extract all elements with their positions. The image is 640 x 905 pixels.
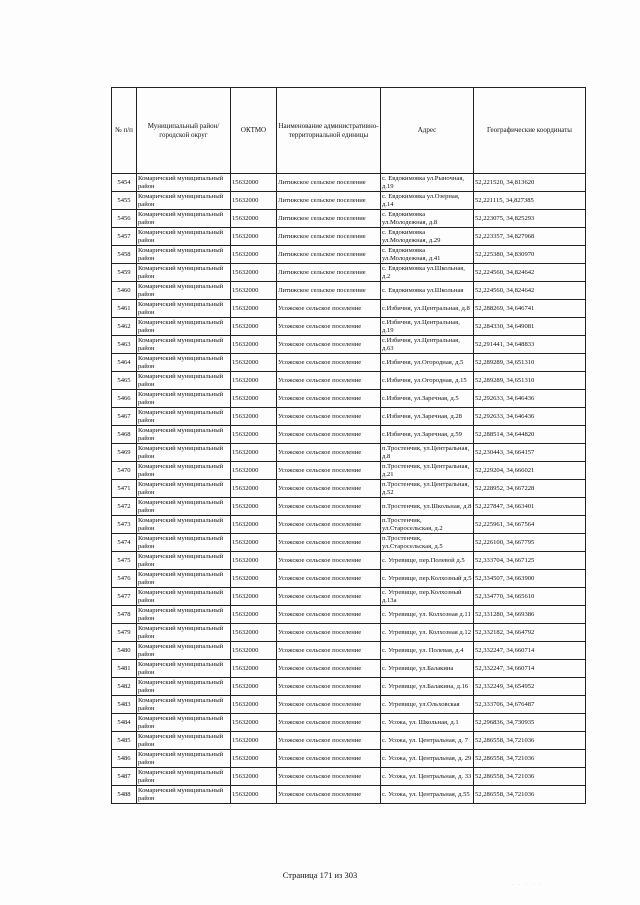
cell-admin-unit: Литижское сельское поселение (277, 228, 381, 246)
cell-oktmo: 15632000 (231, 552, 277, 570)
cell-admin-unit: Усожское сельское поселение (277, 678, 381, 696)
cell-number: 5456 (112, 210, 137, 228)
cell-address: с.Избичня, ул.Заречная, д.28 (381, 408, 474, 426)
cell-number: 5471 (112, 480, 137, 498)
cell-number: 5473 (112, 516, 137, 534)
cell-address: с.Избичня, ул.Заречная, д.5 (381, 390, 474, 408)
cell-coordinates: 52,230443, 34,664157 (474, 444, 586, 462)
cell-coordinates: 52,332247, 34,660714 (474, 642, 586, 660)
cell-municipality: Комаричский муниципальный район (137, 300, 231, 318)
cell-number: 5454 (112, 174, 137, 192)
cell-municipality: Комаричский муниципальный район (137, 336, 231, 354)
header-coordinates: Географические координаты (474, 88, 586, 174)
cell-municipality: Комаричский муниципальный район (137, 228, 231, 246)
cell-oktmo: 15632000 (231, 354, 277, 372)
cell-number: 5467 (112, 408, 137, 426)
cell-number: 5461 (112, 300, 137, 318)
cell-coordinates: 52,286558, 34,721036 (474, 750, 586, 768)
cell-coordinates: 52,225961, 34,667564 (474, 516, 586, 534)
cell-admin-unit: Усожское сельское поселение (277, 714, 381, 732)
cell-address: с. Евдокимовка ул.Молодежная, д.41 (381, 246, 474, 264)
table-row (112, 696, 586, 714)
header-number: № п/п (112, 88, 137, 174)
cell-address: п.Тростенчик, ул.Центральная, д.8 (381, 444, 474, 462)
cell-municipality: Комаричский муниципальный район (137, 678, 231, 696)
cell-municipality: Комаричский муниципальный район (137, 588, 231, 606)
cell-municipality: Комаричский муниципальный район (137, 444, 231, 462)
cell-municipality: Комаричский муниципальный район (137, 372, 231, 390)
cell-address: с. Угревище, ул.Балакина (381, 660, 474, 678)
cell-coordinates: 52,226100, 34,667795 (474, 534, 586, 552)
cell-admin-unit: Усожское сельское поселение (277, 768, 381, 786)
table-row (112, 750, 586, 768)
cell-coordinates: 52,288514, 34,644820 (474, 426, 586, 444)
cell-oktmo: 15632000 (231, 246, 277, 264)
cell-admin-unit: Усожское сельское поселение (277, 462, 381, 480)
cell-coordinates: 52,332249, 34,654952 (474, 678, 586, 696)
cell-admin-unit: Усожское сельское поселение (277, 444, 381, 462)
cell-admin-unit: Усожское сельское поселение (277, 750, 381, 768)
header-oktmo: ОКТМО (231, 88, 277, 174)
cell-admin-unit: Усожское сельское поселение (277, 642, 381, 660)
cell-oktmo: 15632000 (231, 408, 277, 426)
cell-address: п.Тростенчик, ул.Центральная, д.21 (381, 462, 474, 480)
table-row (112, 462, 586, 480)
cell-coordinates: 52,228952, 34,667228 (474, 480, 586, 498)
cell-municipality: Комаричский муниципальный район (137, 174, 231, 192)
cell-number: 5476 (112, 570, 137, 588)
cell-address: с. Евдокимовка ул.Озерная, д.14 (381, 192, 474, 210)
cell-number: 5487 (112, 768, 137, 786)
cell-oktmo: 15632000 (231, 732, 277, 750)
cell-oktmo: 15632000 (231, 444, 277, 462)
cell-oktmo: 15632000 (231, 660, 277, 678)
cell-municipality: Комаричский муниципальный район (137, 606, 231, 624)
cell-municipality: Комаричский муниципальный район (137, 516, 231, 534)
cell-address: с. Евдокимовка ул.Молодежная, д.29 (381, 228, 474, 246)
cell-address: с. Усожа, ул. Центральная, д. 7 (381, 732, 474, 750)
cell-number: 5478 (112, 606, 137, 624)
cell-municipality: Комаричский муниципальный район (137, 570, 231, 588)
cell-coordinates: 52,221115, 34,827385 (474, 192, 586, 210)
cell-admin-unit: Усожское сельское поселение (277, 552, 381, 570)
cell-oktmo: 15632000 (231, 426, 277, 444)
cell-admin-unit: Усожское сельское поселение (277, 570, 381, 588)
table-row (112, 192, 586, 210)
cell-coordinates: 52,286558, 34,721036 (474, 768, 586, 786)
cell-admin-unit: Литижское сельское поселение (277, 174, 381, 192)
cell-oktmo: 15632000 (231, 498, 277, 516)
table-row (112, 588, 586, 606)
cell-address: с.Избичня, ул.Центральная, д.63 (381, 336, 474, 354)
cell-coordinates: 52,288269, 34,646741 (474, 300, 586, 318)
table-row (112, 372, 586, 390)
cell-oktmo: 15632000 (231, 570, 277, 588)
cell-coordinates: 52,333704, 34,667125 (474, 552, 586, 570)
cell-coordinates: 52,286558, 34,721036 (474, 786, 586, 804)
cell-address: п.Тростенчик, ул.Старосельская, д.2 (381, 516, 474, 534)
cell-municipality: Комаричский муниципальный район (137, 246, 231, 264)
cell-number: 5457 (112, 228, 137, 246)
table-row (112, 426, 586, 444)
cell-admin-unit: Усожское сельское поселение (277, 786, 381, 804)
table-body (112, 174, 586, 804)
cell-municipality: Комаричский муниципальный район (137, 786, 231, 804)
cell-number: 5479 (112, 624, 137, 642)
cell-oktmo: 15632000 (231, 390, 277, 408)
cell-number: 5472 (112, 498, 137, 516)
registry-table (111, 87, 586, 804)
cell-oktmo: 15632000 (231, 696, 277, 714)
cell-municipality: Комаричский муниципальный район (137, 768, 231, 786)
cell-coordinates: 52,229204, 34,666021 (474, 462, 586, 480)
cell-coordinates: 52,223075, 34,825293 (474, 210, 586, 228)
cell-coordinates: 52,286558, 34,721036 (474, 732, 586, 750)
cell-number: 5481 (112, 660, 137, 678)
cell-admin-unit: Литижское сельское поселение (277, 192, 381, 210)
cell-coordinates: 52,223357, 34,827968 (474, 228, 586, 246)
cell-oktmo: 15632000 (231, 624, 277, 642)
table-row (112, 786, 586, 804)
cell-admin-unit: Усожское сельское поселение (277, 696, 381, 714)
cell-oktmo: 15632000 (231, 606, 277, 624)
cell-number: 5470 (112, 462, 137, 480)
cell-municipality: Комаричский муниципальный район (137, 660, 231, 678)
cell-oktmo: 15632000 (231, 318, 277, 336)
cell-oktmo: 15632000 (231, 642, 277, 660)
cell-coordinates: 52,292633, 34,646436 (474, 408, 586, 426)
cell-oktmo: 15632000 (231, 516, 277, 534)
cell-admin-unit: Усожское сельское поселение (277, 354, 381, 372)
cell-municipality: Комаричский муниципальный район (137, 462, 231, 480)
cell-oktmo: 15632000 (231, 786, 277, 804)
cell-oktmo: 15632000 (231, 228, 277, 246)
cell-address: с. Угревище, пер.Колхозный д.5 (381, 570, 474, 588)
cell-address: с.Избичня, ул.Центральная, д.19 (381, 318, 474, 336)
cell-municipality: Комаричский муниципальный район (137, 534, 231, 552)
cell-coordinates: 52,227847, 34,663401 (474, 498, 586, 516)
scan-artifact: · · · · · (512, 883, 544, 888)
cell-municipality: Комаричский муниципальный район (137, 642, 231, 660)
table-row (112, 282, 586, 300)
cell-municipality: Комаричский муниципальный район (137, 354, 231, 372)
cell-oktmo: 15632000 (231, 372, 277, 390)
table-row (112, 732, 586, 750)
table-row (112, 444, 586, 462)
cell-oktmo: 15632000 (231, 300, 277, 318)
cell-address: п.Тростенчик, ул.Старосельская, д.5 (381, 534, 474, 552)
cell-number: 5475 (112, 552, 137, 570)
table-row (112, 300, 586, 318)
cell-admin-unit: Усожское сельское поселение (277, 516, 381, 534)
cell-oktmo: 15632000 (231, 462, 277, 480)
cell-address: с.Избичня, ул.Огородная, д.5 (381, 354, 474, 372)
cell-number: 5484 (112, 714, 137, 732)
cell-oktmo: 15632000 (231, 174, 277, 192)
cell-coordinates: 52,291441, 34,648833 (474, 336, 586, 354)
cell-coordinates: 52,333706, 34,676487 (474, 696, 586, 714)
table-row (112, 552, 586, 570)
cell-admin-unit: Литижское сельское поселение (277, 210, 381, 228)
cell-municipality: Комаричский муниципальный район (137, 498, 231, 516)
cell-address: с. Угревище, ул. Колхозная д.12 (381, 624, 474, 642)
cell-municipality: Комаричский муниципальный район (137, 480, 231, 498)
cell-admin-unit: Усожское сельское поселение (277, 588, 381, 606)
cell-municipality: Комаричский муниципальный район (137, 318, 231, 336)
cell-number: 5480 (112, 642, 137, 660)
cell-oktmo: 15632000 (231, 210, 277, 228)
cell-coordinates: 52,331280, 34,669386 (474, 606, 586, 624)
page-number: Страница 171 из 303 (282, 870, 358, 880)
cell-number: 5474 (112, 534, 137, 552)
cell-address: с. Угревище, ул. Колхозная д.11 (381, 606, 474, 624)
cell-coordinates: 52,296836, 34,730935 (474, 714, 586, 732)
table-row (112, 354, 586, 372)
cell-address: с.Избичня, ул.Огородная, д.15 (381, 372, 474, 390)
cell-municipality: Комаричский муниципальный район (137, 408, 231, 426)
table-row (112, 264, 586, 282)
cell-admin-unit: Усожское сельское поселение (277, 660, 381, 678)
cell-coordinates: 52,289289, 34,651310 (474, 354, 586, 372)
cell-coordinates: 52,284330, 34,649081 (474, 318, 586, 336)
cell-oktmo: 15632000 (231, 678, 277, 696)
cell-address: с.Избичня, ул.Заречная, д.59 (381, 426, 474, 444)
cell-address: с. Усожа, ул. Центральная, д. 33 (381, 768, 474, 786)
cell-admin-unit: Усожское сельское поселение (277, 606, 381, 624)
cell-municipality: Комаричский муниципальный район (137, 282, 231, 300)
cell-admin-unit: Литижское сельское поселение (277, 282, 381, 300)
table-row (112, 642, 586, 660)
cell-address: с. Евдокимовка ул.Школьная (381, 282, 474, 300)
table-row (112, 408, 586, 426)
cell-number: 5458 (112, 246, 137, 264)
table-row (112, 768, 586, 786)
cell-coordinates: 52,332247, 34,660714 (474, 660, 586, 678)
cell-coordinates: 52,225380, 34,830970 (474, 246, 586, 264)
cell-address: с. Угревище, ул.Балакина, д.16 (381, 678, 474, 696)
cell-address: с. Угревище, пер.Полевой д.5 (381, 552, 474, 570)
cell-number: 5462 (112, 318, 137, 336)
cell-number: 5482 (112, 678, 137, 696)
cell-coordinates: 52,289289, 34,651310 (474, 372, 586, 390)
cell-municipality: Комаричский муниципальный район (137, 696, 231, 714)
table-header-row (112, 88, 586, 174)
cell-address: с. Евдокимовка ул.Молодежная, д.8 (381, 210, 474, 228)
cell-oktmo: 15632000 (231, 336, 277, 354)
cell-coordinates: 52,334770, 34,665610 (474, 588, 586, 606)
cell-number: 5460 (112, 282, 137, 300)
table-row (112, 336, 586, 354)
cell-oktmo: 15632000 (231, 768, 277, 786)
cell-municipality: Комаричский муниципальный район (137, 732, 231, 750)
table-row (112, 246, 586, 264)
cell-municipality: Комаричский муниципальный район (137, 192, 231, 210)
header-admin-unit: Наименование административно-территориальной единицы (277, 88, 381, 174)
cell-address: с. Усожа, ул. Школьная, д.1 (381, 714, 474, 732)
cell-oktmo: 15632000 (231, 588, 277, 606)
cell-admin-unit: Усожское сельское поселение (277, 300, 381, 318)
cell-number: 5488 (112, 786, 137, 804)
cell-oktmo: 15632000 (231, 282, 277, 300)
cell-address: с. Усожа, ул. Центральная, д.55 (381, 786, 474, 804)
cell-coordinates: 52,224560, 34,824642 (474, 264, 586, 282)
cell-admin-unit: Усожское сельское поселение (277, 390, 381, 408)
cell-oktmo: 15632000 (231, 480, 277, 498)
cell-municipality: Комаричский муниципальный район (137, 426, 231, 444)
cell-admin-unit: Литижское сельское поселение (277, 264, 381, 282)
table-row (112, 498, 586, 516)
cell-address: с. Усожа, ул. Центральная, д. 29 (381, 750, 474, 768)
table-row (112, 678, 586, 696)
cell-coordinates: 52,221520, 34,813620 (474, 174, 586, 192)
table-row (112, 318, 586, 336)
cell-coordinates: 52,224560, 34,824642 (474, 282, 586, 300)
cell-admin-unit: Усожское сельское поселение (277, 426, 381, 444)
cell-number: 5459 (112, 264, 137, 282)
header-address: Адрес (381, 88, 474, 174)
cell-number: 5464 (112, 354, 137, 372)
cell-admin-unit: Усожское сельское поселение (277, 318, 381, 336)
cell-municipality: Комаричский муниципальный район (137, 264, 231, 282)
cell-address: с. Угревище, ул. Полевая, д.4 (381, 642, 474, 660)
cell-number: 5483 (112, 696, 137, 714)
cell-number: 5463 (112, 336, 137, 354)
cell-admin-unit: Усожское сельское поселение (277, 624, 381, 642)
cell-coordinates: 52,334507, 34,663900 (474, 570, 586, 588)
table-row (112, 210, 586, 228)
cell-number: 5468 (112, 426, 137, 444)
table-row (112, 480, 586, 498)
cell-admin-unit: Литижское сельское поселение (277, 246, 381, 264)
cell-number: 5466 (112, 390, 137, 408)
table-row (112, 228, 586, 246)
cell-admin-unit: Усожское сельское поселение (277, 498, 381, 516)
cell-oktmo: 15632000 (231, 264, 277, 282)
cell-address: с. Угревище, пер.Колхозный д.13а (381, 588, 474, 606)
cell-coordinates: 52,292633, 34,646436 (474, 390, 586, 408)
table-row (112, 174, 586, 192)
cell-number: 5469 (112, 444, 137, 462)
cell-address: п.Тростенчик, ул.Центральная, д.52 (381, 480, 474, 498)
cell-municipality: Комаричский муниципальный район (137, 552, 231, 570)
cell-municipality: Комаричский муниципальный район (137, 210, 231, 228)
cell-admin-unit: Усожское сельское поселение (277, 336, 381, 354)
cell-municipality: Комаричский муниципальный район (137, 750, 231, 768)
cell-municipality: Комаричский муниципальный район (137, 624, 231, 642)
cell-admin-unit: Усожское сельское поселение (277, 372, 381, 390)
cell-municipality: Комаричский муниципальный район (137, 714, 231, 732)
cell-oktmo: 15632000 (231, 750, 277, 768)
cell-coordinates: 52,332182, 34,664792 (474, 624, 586, 642)
cell-address: п.Тростенчик, ул.Школьная, д.8 (381, 498, 474, 516)
cell-number: 5455 (112, 192, 137, 210)
cell-address: с.Избичня, ул.Центральная, д.8 (381, 300, 474, 318)
table-row (112, 570, 586, 588)
cell-number: 5486 (112, 750, 137, 768)
table-row (112, 516, 586, 534)
cell-address: с. Евдокимовка ул.Рыночная, д.19 (381, 174, 474, 192)
table-row (112, 660, 586, 678)
cell-admin-unit: Усожское сельское поселение (277, 480, 381, 498)
cell-number: 5465 (112, 372, 137, 390)
table-row (112, 390, 586, 408)
cell-number: 5477 (112, 588, 137, 606)
cell-municipality: Комаричский муниципальный район (137, 390, 231, 408)
cell-admin-unit: Усожское сельское поселение (277, 408, 381, 426)
table-row (112, 606, 586, 624)
cell-admin-unit: Усожское сельское поселение (277, 534, 381, 552)
cell-oktmo: 15632000 (231, 534, 277, 552)
table-row (112, 624, 586, 642)
table-row (112, 714, 586, 732)
cell-address: с. Евдокимовка ул.Школьная, д.2 (381, 264, 474, 282)
table-row (112, 534, 586, 552)
cell-admin-unit: Усожское сельское поселение (277, 732, 381, 750)
header-municipality: Муниципальный район/городской округ (137, 88, 231, 174)
cell-address: с. Угревище, ул.Ольховская (381, 696, 474, 714)
cell-oktmo: 15632000 (231, 714, 277, 732)
cell-number: 5485 (112, 732, 137, 750)
cell-oktmo: 15632000 (231, 192, 277, 210)
